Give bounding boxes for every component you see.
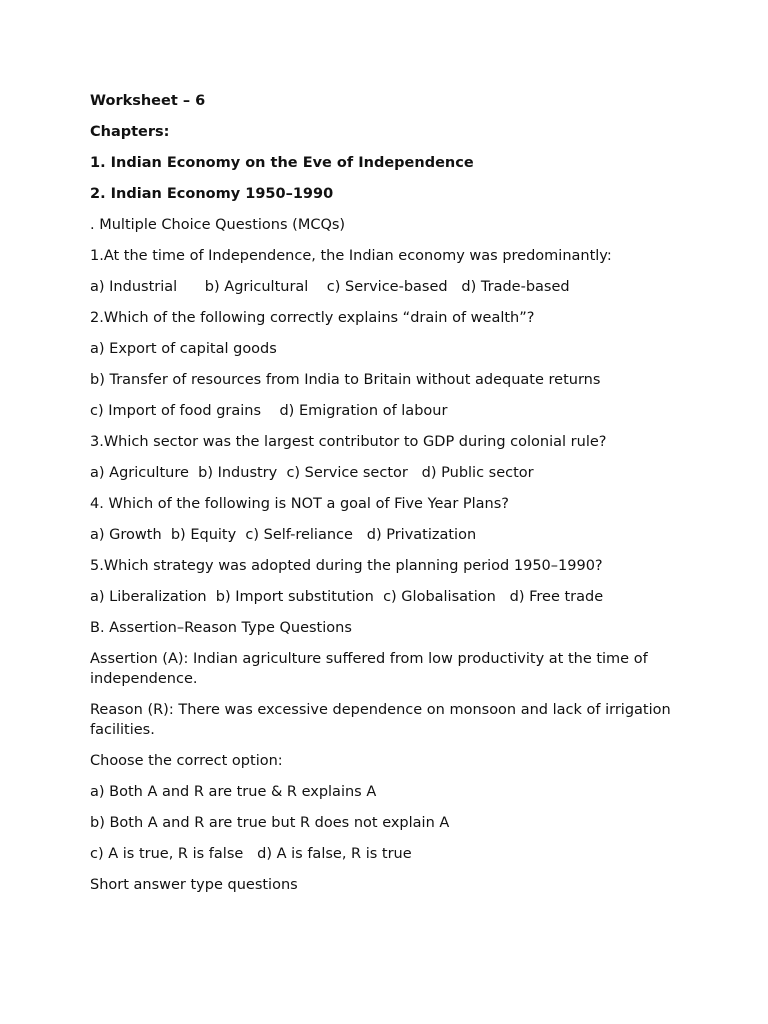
mcq-question-3: 3.Which sector was the largest contributor to GDP during colonial rule? — [90, 434, 607, 450]
assertion-text: Assertion (A): Indian agriculture suffered from low productivity at the time of independence. — [90, 651, 653, 687]
choose-option-prompt: Choose the correct option: — [90, 753, 283, 769]
reason-text: Reason (R): There was excessive dependence on monsoon and lack of irrigation facilities. — [90, 702, 676, 738]
worksheet-page — [90, 91, 680, 906]
chapter-2: 2. Indian Economy 1950–1990 — [90, 186, 334, 202]
mcq-options-5: a) Liberalization b) Import substitution c) Globalisation d) Free trade — [90, 589, 604, 605]
ar-option-cd: c) A is true, R is false d) A is false, R is true — [90, 846, 412, 862]
chapter-1: 1. Indian Economy on the Eve of Independence — [90, 155, 474, 171]
mcq-question-1: 1.At the time of Independence, the Indian economy was predominantly: — [90, 248, 612, 264]
mcq-options-4: a) Growth b) Equity c) Self-reliance d) Privatization — [90, 527, 477, 543]
mcq-question-2: 2.Which of the following correctly explains “drain of wealth”? — [90, 310, 535, 326]
mcq-options-1: a) Industrial b) Agricultural c) Service-based d) Trade-based — [90, 279, 570, 295]
ar-option-b: b) Both A and R are true but R does not explain A — [90, 815, 450, 831]
mcq-option-2cd: c) Import of food grains d) Emigration of labour — [90, 403, 448, 419]
mcq-option-2a: a) Export of capital goods — [90, 341, 277, 357]
short-answer-heading: Short answer type questions — [90, 877, 298, 893]
mcq-section-heading: . Multiple Choice Questions (MCQs) — [90, 217, 346, 233]
mcq-option-2b: b) Transfer of resources from India to Britain without adequate returns — [90, 372, 601, 388]
mcq-question-4: 4. Which of the following is NOT a goal of Five Year Plans? — [90, 496, 509, 512]
mcq-options-3: a) Agriculture b) Industry c) Service sector d) Public sector — [90, 465, 534, 481]
ar-option-a: a) Both A and R are true & R explains A — [90, 784, 377, 800]
worksheet-title: Worksheet – 6 — [90, 93, 206, 109]
mcq-question-5: 5.Which strategy was adopted during the planning period 1950–1990? — [90, 558, 603, 574]
assertion-reason-heading: B. Assertion–Reason Type Questions — [90, 620, 352, 636]
chapters-heading: Chapters: — [90, 124, 170, 140]
